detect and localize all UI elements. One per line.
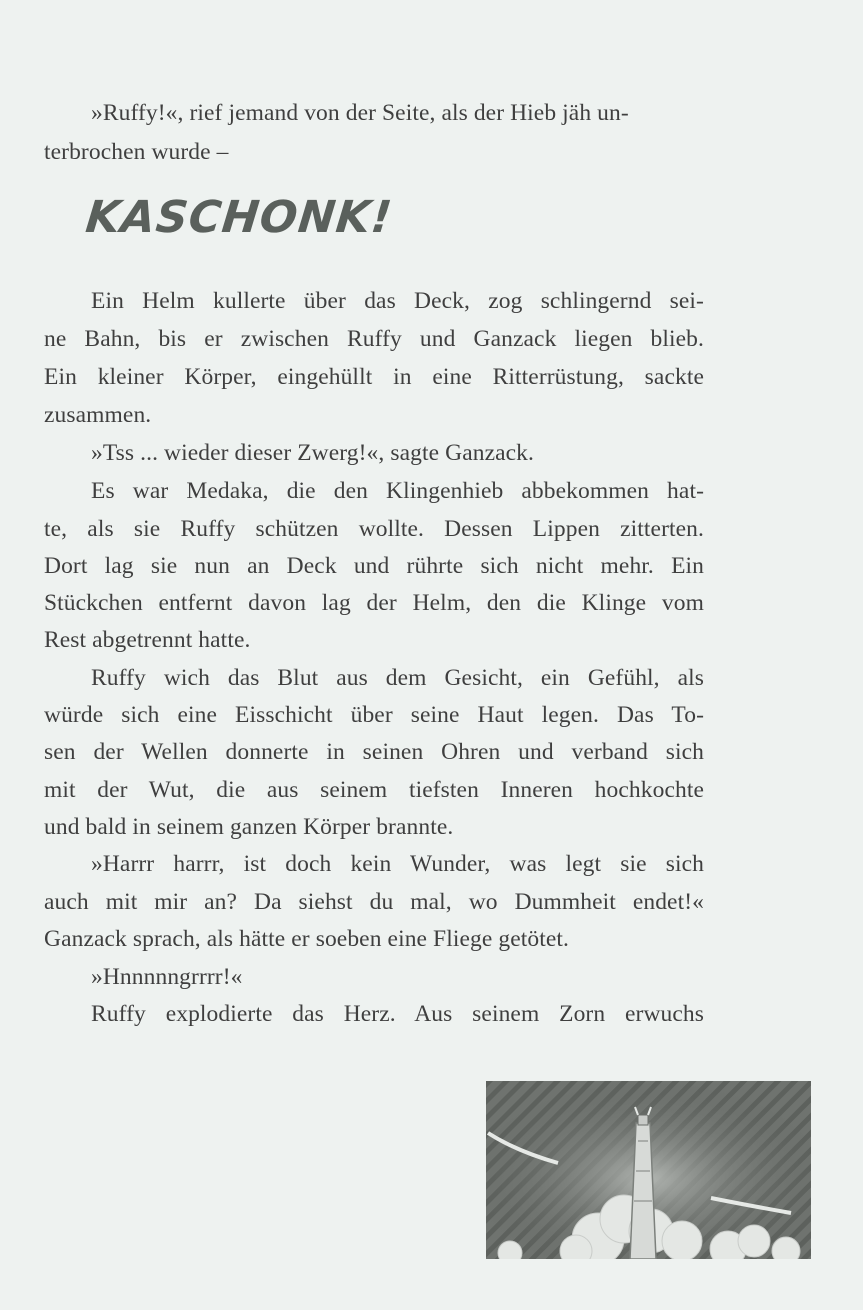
text-line: »Hnnnnngrrrr!«: [91, 964, 243, 990]
text-line: Ein kleiner Körper, eingehüllt in eine Ritterrüstung, sackte: [44, 364, 704, 390]
text-line: Ruffy explodierte das Herz. Aus seinem Zorn erwuchs: [91, 1001, 704, 1027]
text-line: Es war Medaka, die den Klingenhieb abbekommen hat-: [91, 478, 704, 504]
text-line: Dort lag sie nun an Deck und rührte sich nicht mehr. Ein: [44, 553, 704, 579]
manga-panel-illustration: [486, 1081, 811, 1259]
text-line: sen der Wellen donnerte in seinen Ohren und verband sich: [44, 739, 704, 765]
text-line: »Tss ... wieder dieser Zwerg!«, sagte Ganzack.: [91, 440, 534, 466]
text-line: würde sich eine Eisschicht über seine Haut legen. Das To-: [44, 702, 704, 728]
text-line: und bald in seinem ganzen Körper brannte.: [44, 814, 454, 840]
text-line: zusammen.: [44, 402, 152, 428]
text-line: mit der Wut, die aus seinem tiefsten Inneren hochkochte: [44, 777, 704, 803]
text-line: ne Bahn, bis er zwischen Ruffy und Ganzack liegen blieb.: [44, 326, 704, 352]
text-line: auch mit mir an? Da siehst du mal, wo Dummheit endet!«: [44, 889, 704, 915]
text-line: »Ruffy!«, rief jemand von der Seite, als der Hieb jäh un-: [91, 100, 629, 126]
text-line: Ganzack sprach, als hätte er soeben eine Fliege getötet.: [44, 926, 569, 952]
text-line: Rest abgetrennt hatte.: [44, 627, 251, 653]
text-line: Ruffy wich das Blut aus dem Gesicht, ein Gefühl, als: [91, 665, 704, 691]
sound-effect-kaschonk: KASCHONK!: [83, 192, 396, 243]
text-line: Stückchen entfernt davon lag der Helm, den die Klinge vom: [44, 590, 704, 616]
text-line: te, als sie Ruffy schützen wollte. Dessen Lippen zitterten.: [44, 516, 704, 542]
text-line: terbrochen wurde –: [44, 139, 229, 165]
text-line: »Harrr harrr, ist doch kein Wunder, was legt sie sich: [91, 851, 704, 877]
text-line: Ein Helm kullerte über das Deck, zog schlingernd sei-: [91, 288, 704, 314]
illustration-art: [486, 1081, 811, 1259]
